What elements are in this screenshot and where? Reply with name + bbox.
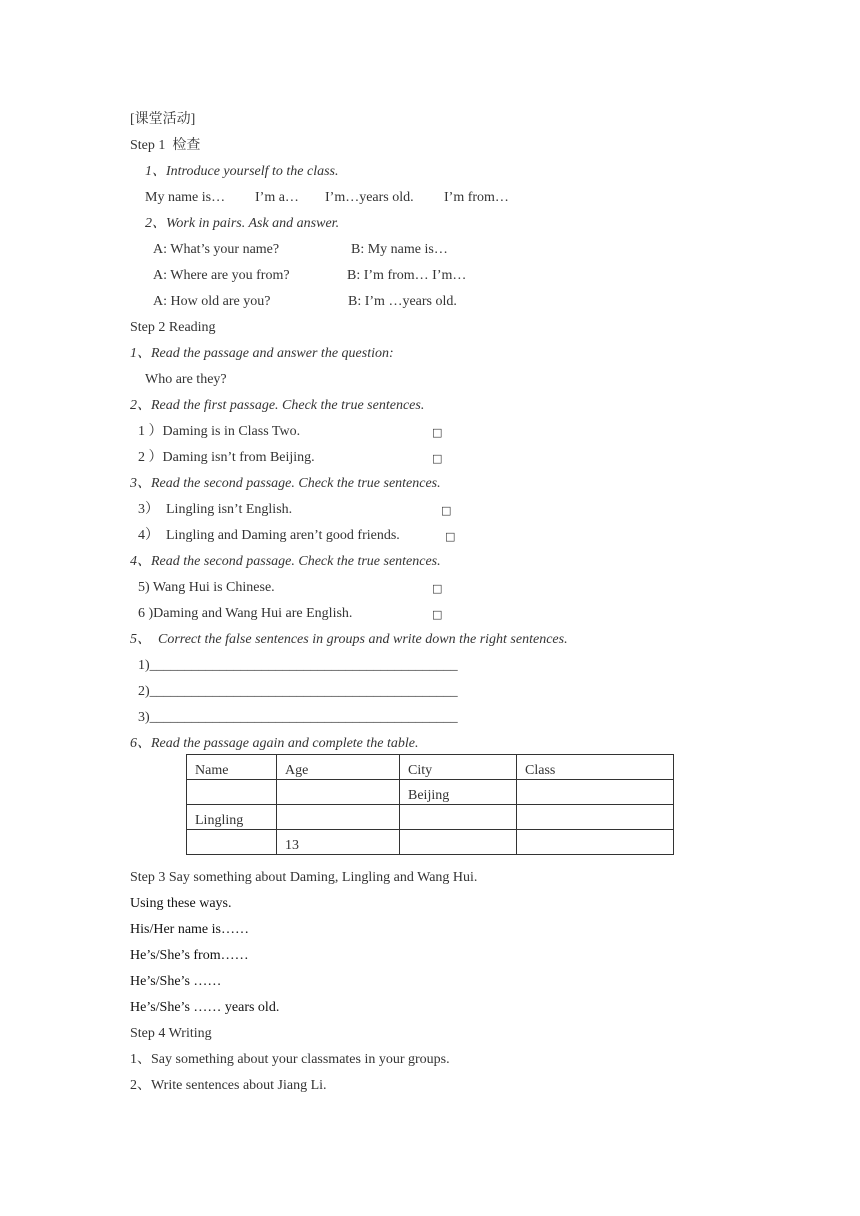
step3-line: Using these ways. [130,896,232,911]
step2-q6: 6、Read the passage again and complete the table. [130,736,419,751]
step3-line: He’s/She’s …… years old. [130,1000,280,1015]
table-cell: Beijing [400,780,517,805]
intro-phrase: I’m…years old. [325,190,414,205]
dialog-b: B: I’m from… I’m… [347,268,467,283]
checkbox-icon[interactable]: □ [432,452,443,465]
step2-title: Step 2 Reading [130,320,216,335]
table-cell[interactable] [400,830,517,855]
table-cell[interactable] [277,780,400,805]
checkbox-icon[interactable]: □ [445,530,456,543]
table-header-row [187,755,674,780]
intro-phrase: My name is… [145,190,226,205]
true-false-item: 5) Wang Hui is Chinese. [138,580,275,595]
table-cell[interactable] [187,780,277,805]
table-header-cell: City [400,755,517,780]
dialog-a: A: Where are you from? [153,268,290,283]
answer-line[interactable]: 3)____________________________________________ [138,710,458,725]
table-header-cell: Class [517,755,674,780]
table-cell[interactable] [517,805,674,830]
table-cell: 13 [277,830,400,855]
true-false-item: 6 )Daming and Wang Hui are English. [138,606,353,621]
table-row [187,830,674,855]
step3-line: He’s/She’s from…… [130,948,249,963]
step2-q4: 4、Read the second passage. Check the true sentences. [130,554,441,569]
checkbox-icon[interactable]: □ [432,426,443,439]
checkbox-icon[interactable]: □ [441,504,452,517]
dialog-b: B: My name is… [351,242,448,257]
answer-line[interactable]: 2)____________________________________________ [138,684,458,699]
step2-q2: 2、Read the first passage. Check the true sentences. [130,398,425,413]
step4-title: Step 4 Writing [130,1026,212,1041]
true-false-item: 2 ）Daming isn’t from Beijing. [138,450,315,465]
step4-line: 1、Say something about your classmates in your groups. [130,1052,450,1067]
table-row [187,780,674,805]
table-cell[interactable] [277,805,400,830]
dialog-b: B: I’m …years old. [348,294,457,309]
table-cell[interactable] [517,780,674,805]
step3-line: He’s/She’s …… [130,974,222,989]
table-cell[interactable] [400,805,517,830]
table-cell[interactable] [517,830,674,855]
dialog-a: A: What’s your name? [153,242,280,257]
step4-line: 2、Write sentences about Jiang Li. [130,1078,327,1093]
table-header-cell: Age [277,755,400,780]
checkbox-icon[interactable]: □ [432,608,443,621]
step2-q5: 5、 Correct the false sentences in groups and write down the right sentences. [130,632,568,647]
intro-phrases [145,189,509,207]
step3-line: His/Her name is…… [130,922,249,937]
table-cell[interactable] [187,830,277,855]
answer-line[interactable]: 1)____________________________________________ [138,658,458,673]
true-false-item: 3） Lingling isn’t English. [138,502,293,517]
step2-q1-sub: Who are they? [145,372,227,387]
info-table [186,754,674,855]
checkbox-icon[interactable]: □ [432,582,443,595]
true-false-item: 1 ）Daming is in Class Two. [138,424,301,439]
step2-q3: 3、Read the second passage. Check the true sentences. [130,476,441,491]
intro-phrase: I’m from… [444,190,509,205]
section-header: [课堂活动] [130,112,196,127]
step2-q1: 1、Read the passage and answer the question: [130,346,394,361]
step1-task1: 1、Introduce yourself to the class. [145,164,339,179]
table-header-cell: Name [187,755,277,780]
table-cell: Lingling [187,805,277,830]
step3-title: Step 3 Say something about Daming, Lingling and Wang Hui. [130,870,478,885]
table-row [187,805,674,830]
dialog-a: A: How old are you? [153,294,271,309]
step1-title: Step 1 检查 [130,138,201,153]
intro-phrase: I’m a… [255,190,299,205]
step1-task2: 2、Work in pairs. Ask and answer. [145,216,340,231]
true-false-item: 4） Lingling and Daming aren’t good friends. [138,528,400,543]
